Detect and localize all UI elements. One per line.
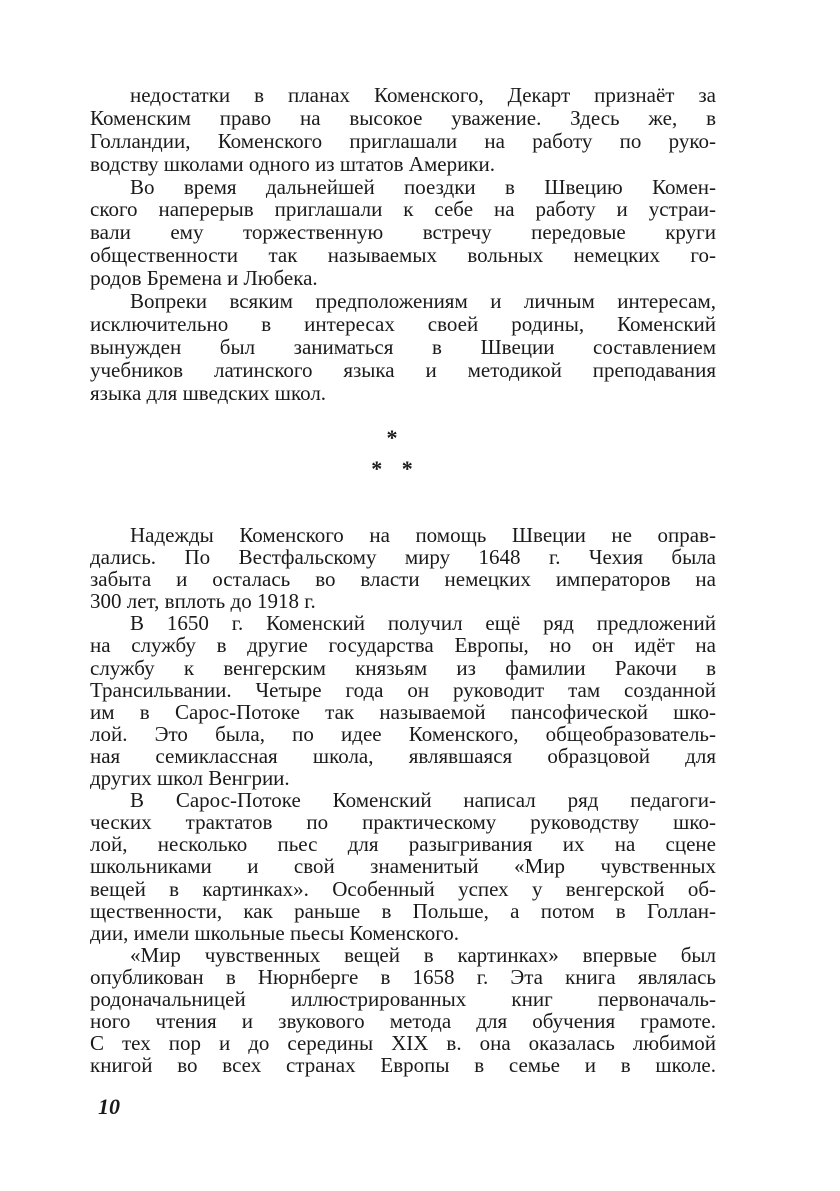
text-line: Во время дальнейшей поездки в Швецию Комен- bbox=[130, 174, 716, 199]
text-line: Голландии, Коменского приглашали на работу по руко- bbox=[90, 128, 716, 153]
text-line: Трансильвании. Четыре года он руководит там созданной bbox=[90, 677, 716, 702]
text-line: дии, имели школьные пьесы Коменского. bbox=[90, 920, 460, 945]
text-line: ского наперерыв приглашали к себе на работу и устраи- bbox=[90, 197, 716, 222]
paragraph bbox=[90, 524, 716, 612]
text-line: родов Бремена и Любека. bbox=[90, 266, 318, 291]
text-line: исключительно в интересах своей родины, Коменский bbox=[90, 311, 716, 336]
text-line: С тех пор и до середины XIX в. она оказалась любимой bbox=[90, 1031, 716, 1056]
text-line: вынужден был заниматься в Швеции составлением bbox=[90, 334, 716, 359]
text-line: лой, несколько пьес для разыгривания их на сцене bbox=[90, 832, 716, 857]
page-number: 10 bbox=[98, 1094, 120, 1119]
text-line: забыта и осталась во власти немецких императоров на bbox=[90, 567, 716, 592]
paragraph bbox=[90, 290, 716, 404]
text-line: языка для шведских школ. bbox=[90, 380, 327, 405]
text-line: недостатки в планах Коменского, Декарт признаёт за bbox=[130, 83, 716, 107]
text-line: родоначальницей иллюстрированных книг первоначаль- bbox=[90, 986, 716, 1011]
text-block-bottom bbox=[90, 524, 716, 1076]
text-line: Надежды Коменского на помощь Швеции не оправ- bbox=[130, 523, 716, 547]
text-line: ная семиклассная школа, являвшаяся образцовой для bbox=[90, 743, 716, 768]
text-line: вещей в картинках». Особенный успех у венгерской об- bbox=[90, 876, 716, 901]
text-block-top bbox=[90, 84, 716, 404]
text-line: школьниками и свой знаменитый «Мир чувственных bbox=[90, 854, 716, 879]
text-line: В 1650 г. Коменский получил ещё ряд предложений bbox=[130, 611, 716, 636]
paragraph bbox=[90, 612, 716, 789]
text-line: на службу в другие государства Европы, но он идёт на bbox=[90, 633, 716, 658]
text-line: ного чтения и звукового метода для обучения грамоте. bbox=[90, 1009, 716, 1034]
text-line: щественности, как раньше в Польше, а потом в Голлан- bbox=[90, 898, 716, 923]
text-line: опубликован в Нюрнберге в 1658 г. Эта книга являлась bbox=[90, 964, 716, 989]
text-line: Вопреки всяким предположениям и личным интересам, bbox=[130, 289, 716, 314]
section-separator-bottom: * * bbox=[371, 456, 413, 481]
text-line: 300 лет, вплоть до 1918 г. bbox=[90, 589, 316, 614]
section-separator-top: * bbox=[386, 425, 398, 450]
text-line: водству школами одного из штатов Америки. bbox=[90, 151, 495, 176]
text-line: Коменским право на высокое уважение. Здесь же, в bbox=[90, 105, 716, 130]
text-line: книгой во всех странах Европы в семье и в школе. bbox=[90, 1053, 716, 1078]
text-line: вали ему торжественную встречу передовые круги bbox=[90, 220, 716, 245]
text-line: других школ Венгрии. bbox=[90, 766, 290, 791]
paragraph bbox=[90, 789, 716, 944]
paragraph bbox=[90, 84, 716, 176]
paragraph bbox=[90, 944, 716, 1077]
text-line: службу к венгерским князьям из фамилии Ракочи в bbox=[90, 655, 716, 680]
text-line: общественности так называемых вольных немецких го- bbox=[90, 243, 716, 268]
text-line: дались. По Вестфальскому миру 1648 г. Чехия была bbox=[90, 545, 716, 570]
text-line: ческих трактатов по практическому руководству шко- bbox=[90, 810, 716, 835]
text-line: В Сарос-Потоке Коменский написал ряд педагоги- bbox=[130, 788, 716, 813]
text-line: лой. Это была, по идее Коменского, общеобразователь- bbox=[90, 721, 716, 746]
text-line: «Мир чувственных вещей в картинках» впервые был bbox=[130, 942, 716, 967]
text-line: им в Сарос-Потоке так называемой пансофической шко- bbox=[90, 699, 716, 724]
paragraph bbox=[90, 176, 716, 290]
text-line: учебников латинского языка и методикой преподавания bbox=[90, 357, 716, 382]
